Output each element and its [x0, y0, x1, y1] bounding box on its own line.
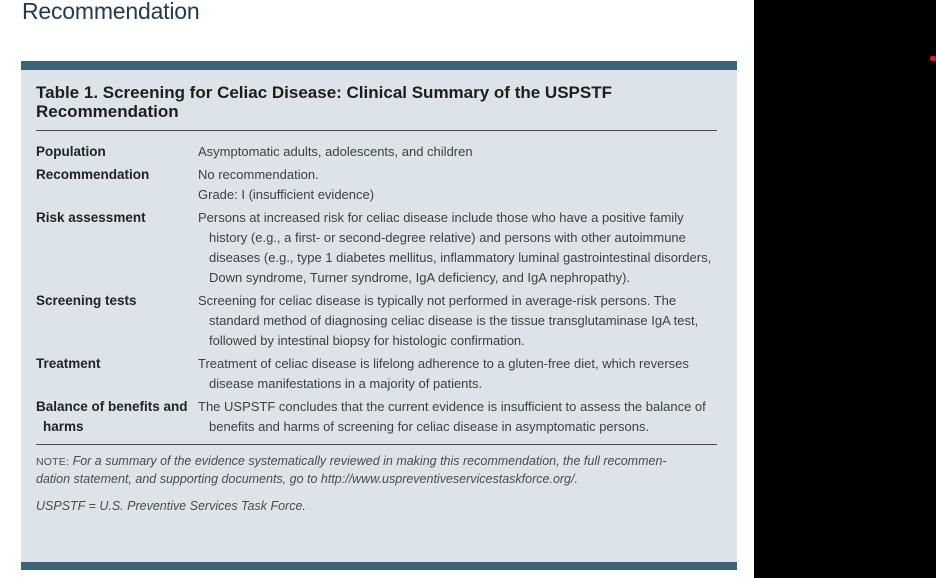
abbreviation-note: USPSTF = U.S. Preventive Services Task Force. — [36, 499, 306, 513]
table-body — [21, 70, 737, 562]
table-top-accent-bar — [21, 61, 737, 70]
table-row — [36, 291, 725, 351]
red-marker-dot — [930, 56, 936, 61]
table-note — [36, 453, 717, 488]
page-heading: Recommendation — [22, 0, 200, 24]
table-title-rule — [36, 130, 717, 131]
table-row — [36, 142, 725, 162]
table-note-rule — [36, 444, 717, 445]
row-label: Population — [36, 144, 106, 159]
table-row — [36, 397, 725, 437]
table-title: Table 1. Screening for Celiac Disease: Clinical Summary of the USPSTF Recommendation — [36, 83, 612, 121]
note-text: For a summary of the evidence systematically reviewed in making this recommendation, the full recommen- dation statement, and supporting documents, go to http://www.uspreventiveservicestaskforce.org/. — [36, 454, 667, 486]
side-black-panel — [754, 0, 936, 578]
table-row — [36, 165, 725, 205]
table-row — [36, 208, 725, 288]
row-value: Persons at increased risk for celiac disease include those who have a positive family history (e.g., a first- or second-degree relative) and persons with other autoimmune diseases (e.g., type 1 diabetes mellitus, inflammatory luminal gastrointestinal disorders, Down syndrome, Turner syndrome, IgA deficiency, and IgA nephropathy). — [198, 210, 712, 285]
row-value: Screening for celiac disease is typically not performed in average-risk persons. The standard method of diagnosing celiac disease is the tissue transglutaminase IgA test, followed by intestinal biopsy for histologic confirmation. — [198, 293, 699, 348]
row-value: No recommendation. Grade: I (insufficient evidence) — [198, 167, 375, 202]
row-label: Risk assessment — [36, 210, 146, 225]
row-value: The USPSTF concludes that the current evidence is insufficient to assess the balance of benefits and harms of screening for celiac disease in asymptomatic persons. — [198, 399, 706, 434]
row-value: Treatment of celiac disease is lifelong adherence to a gluten-free diet, which reverses disease manifestations in a majority of patients. — [198, 356, 689, 391]
note-label: NOTE: — [36, 456, 70, 468]
row-label: Recommendation — [36, 167, 150, 182]
row-value: Asymptomatic adults, adolescents, and children — [198, 144, 473, 159]
table-bottom-accent-bar — [21, 562, 737, 570]
row-label: Treatment — [36, 356, 101, 371]
table-rows — [36, 142, 725, 437]
row-label: Screening tests — [36, 293, 137, 308]
row-label: Balance of benefits and harms — [36, 399, 188, 434]
table-row — [36, 354, 725, 394]
clinical-summary-table — [21, 61, 737, 570]
